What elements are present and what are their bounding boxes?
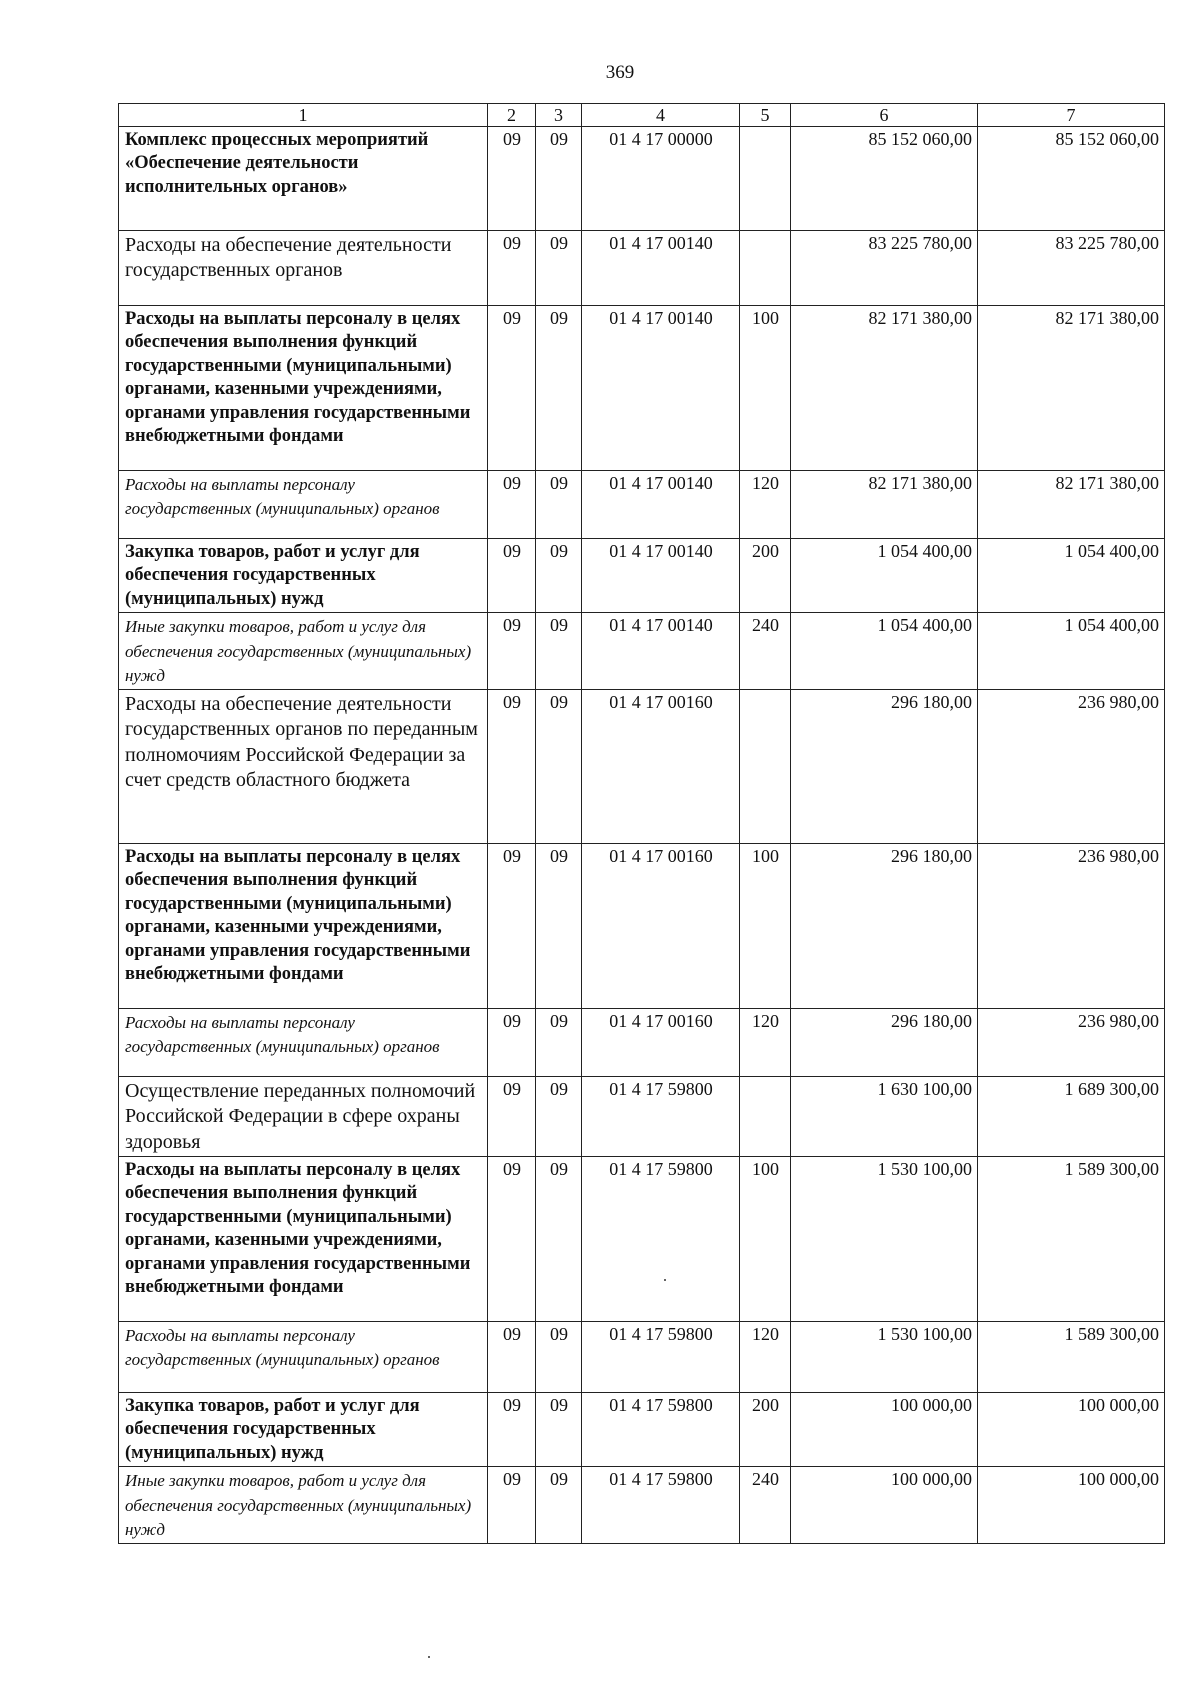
expense-type-cell: 100: [740, 1157, 791, 1322]
subsection-code-cell: 09: [536, 689, 582, 843]
scan-speck: [664, 1279, 666, 1281]
subsection-code-cell: 09: [536, 471, 582, 539]
table-row: [119, 306, 1165, 471]
table-row: [119, 1322, 1165, 1393]
subsection-code-cell: 09: [536, 843, 582, 1008]
section-code-cell: 09: [488, 689, 536, 843]
table-row: [119, 539, 1165, 613]
subsection-code-cell: 09: [536, 127, 582, 231]
subsection-code-cell: 09: [536, 1076, 582, 1156]
subsection-code-cell: 09: [536, 231, 582, 306]
target-article-cell: 01 4 17 00160: [582, 689, 740, 843]
column-header-5: 5: [740, 104, 791, 127]
section-code-cell: 09: [488, 1393, 536, 1467]
amount-year1-cell: 100 000,00: [791, 1467, 978, 1543]
amount-year2-cell: 1 589 300,00: [978, 1322, 1165, 1393]
target-article-cell: 01 4 17 59800: [582, 1393, 740, 1467]
target-article-cell: 01 4 17 59800: [582, 1076, 740, 1156]
table-row: [119, 471, 1165, 539]
row-name-cell: Расходы на обеспечение деятельности государственных органов: [119, 231, 488, 306]
scan-speck: [428, 1656, 430, 1658]
amount-year1-cell: 296 180,00: [791, 843, 978, 1008]
expense-type-cell: 100: [740, 843, 791, 1008]
subsection-code-cell: 09: [536, 1157, 582, 1322]
subsection-code-cell: 09: [536, 539, 582, 613]
column-header-4: 4: [582, 104, 740, 127]
subsection-code-cell: 09: [536, 1393, 582, 1467]
subsection-code-cell: 09: [536, 1322, 582, 1393]
amount-year2-cell: 1 589 300,00: [978, 1157, 1165, 1322]
section-code-cell: 09: [488, 306, 536, 471]
target-article-cell: 01 4 17 00000: [582, 127, 740, 231]
amount-year2-cell: 236 980,00: [978, 843, 1165, 1008]
amount-year1-cell: 82 171 380,00: [791, 306, 978, 471]
amount-year1-cell: 85 152 060,00: [791, 127, 978, 231]
row-name-cell: Закупка товаров, работ и услуг для обеспечения государственных (муниципальных) нужд: [119, 1393, 488, 1467]
amount-year2-cell: 1 054 400,00: [978, 613, 1165, 689]
section-code-cell: 09: [488, 843, 536, 1008]
section-code-cell: 09: [488, 613, 536, 689]
section-code-cell: 09: [488, 231, 536, 306]
target-article-cell: 01 4 17 00140: [582, 306, 740, 471]
expense-type-cell: 120: [740, 471, 791, 539]
amount-year2-cell: 82 171 380,00: [978, 471, 1165, 539]
amount-year2-cell: 82 171 380,00: [978, 306, 1165, 471]
expense-type-cell: 100: [740, 306, 791, 471]
amount-year2-cell: 85 152 060,00: [978, 127, 1165, 231]
expense-type-cell: [740, 1076, 791, 1156]
target-article-cell: 01 4 17 59800: [582, 1467, 740, 1543]
amount-year1-cell: 1 530 100,00: [791, 1157, 978, 1322]
target-article-cell: 01 4 17 00160: [582, 1008, 740, 1076]
column-header-2: 2: [488, 104, 536, 127]
header-row: [119, 104, 1165, 127]
row-name-cell: Осуществление переданных полномочий Российской Федерации в сфере охраны здоровья: [119, 1076, 488, 1156]
row-name-cell: Расходы на выплаты персоналу в целях обеспечения выполнения функций государственными (муниципальными) органами, казенными учреждениями, органами управления государственными внебюджетными фондами: [119, 1157, 488, 1322]
table-row: [119, 1393, 1165, 1467]
row-name-cell: Иные закупки товаров, работ и услуг для обеспечения государственных (муниципальных) нужд: [119, 1467, 488, 1543]
row-name-cell: Расходы на выплаты персоналу государственных (муниципальных) органов: [119, 1322, 488, 1393]
expense-type-cell: 240: [740, 613, 791, 689]
subsection-code-cell: 09: [536, 1008, 582, 1076]
amount-year1-cell: 1 054 400,00: [791, 539, 978, 613]
row-name-cell: Комплекс процессных мероприятий «Обеспечение деятельности исполнительных органов»: [119, 127, 488, 231]
section-code-cell: 09: [488, 1008, 536, 1076]
expense-type-cell: 240: [740, 1467, 791, 1543]
target-article-cell: 01 4 17 00140: [582, 539, 740, 613]
amount-year1-cell: 296 180,00: [791, 1008, 978, 1076]
amount-year2-cell: 236 980,00: [978, 1008, 1165, 1076]
amount-year1-cell: 100 000,00: [791, 1393, 978, 1467]
subsection-code-cell: 09: [536, 1467, 582, 1543]
column-header-7: 7: [978, 104, 1165, 127]
amount-year1-cell: 83 225 780,00: [791, 231, 978, 306]
section-code-cell: 09: [488, 1157, 536, 1322]
row-name-cell: Расходы на обеспечение деятельности государственных органов по переданным полномочиям Российской Федерации за счет средств областного бюджета: [119, 689, 488, 843]
budget-table: [118, 103, 1165, 1544]
target-article-cell: 01 4 17 00140: [582, 231, 740, 306]
amount-year1-cell: 296 180,00: [791, 689, 978, 843]
amount-year2-cell: 100 000,00: [978, 1467, 1165, 1543]
amount-year2-cell: 100 000,00: [978, 1393, 1165, 1467]
row-name-cell: Закупка товаров, работ и услуг для обеспечения государственных (муниципальных) нужд: [119, 539, 488, 613]
column-header-6: 6: [791, 104, 978, 127]
row-name-cell: Расходы на выплаты персоналу государственных (муниципальных) органов: [119, 1008, 488, 1076]
row-name-cell: Расходы на выплаты персоналу в целях обеспечения выполнения функций государственными (муниципальными) органами, казенными учреждениями, органами управления государственными внебюджетными фондами: [119, 843, 488, 1008]
column-header-1: 1: [119, 104, 488, 127]
row-name-cell: Расходы на выплаты персоналу государственных (муниципальных) органов: [119, 471, 488, 539]
amount-year1-cell: 1 630 100,00: [791, 1076, 978, 1156]
amount-year1-cell: 1 530 100,00: [791, 1322, 978, 1393]
amount-year2-cell: 1 689 300,00: [978, 1076, 1165, 1156]
target-article-cell: 01 4 17 00140: [582, 613, 740, 689]
amount-year2-cell: 236 980,00: [978, 689, 1165, 843]
table-row: [119, 1157, 1165, 1322]
expense-type-cell: 200: [740, 1393, 791, 1467]
target-article-cell: 01 4 17 59800: [582, 1322, 740, 1393]
expense-type-cell: 120: [740, 1008, 791, 1076]
amount-year1-cell: 1 054 400,00: [791, 613, 978, 689]
section-code-cell: 09: [488, 539, 536, 613]
section-code-cell: 09: [488, 1467, 536, 1543]
page-number: 369: [605, 62, 635, 83]
section-code-cell: 09: [488, 127, 536, 231]
expense-type-cell: [740, 689, 791, 843]
column-header-3: 3: [536, 104, 582, 127]
section-code-cell: 09: [488, 471, 536, 539]
target-article-cell: 01 4 17 00160: [582, 843, 740, 1008]
amount-year2-cell: 83 225 780,00: [978, 231, 1165, 306]
expense-type-cell: 120: [740, 1322, 791, 1393]
subsection-code-cell: 09: [536, 613, 582, 689]
table-row: [119, 613, 1165, 689]
target-article-cell: 01 4 17 00140: [582, 471, 740, 539]
expense-type-cell: [740, 231, 791, 306]
row-name-cell: Иные закупки товаров, работ и услуг для обеспечения государственных (муниципальных) нужд: [119, 613, 488, 689]
table-row: [119, 1076, 1165, 1156]
target-article-cell: 01 4 17 59800: [582, 1157, 740, 1322]
amount-year1-cell: 82 171 380,00: [791, 471, 978, 539]
table-row: [119, 1467, 1165, 1543]
table-row: [119, 689, 1165, 843]
section-code-cell: 09: [488, 1322, 536, 1393]
subsection-code-cell: 09: [536, 306, 582, 471]
expense-type-cell: 200: [740, 539, 791, 613]
row-name-cell: Расходы на выплаты персоналу в целях обеспечения выполнения функций государственными (муниципальными) органами, казенными учреждениями, органами управления государственными внебюджетными фондами: [119, 306, 488, 471]
table-row: [119, 127, 1165, 231]
amount-year2-cell: 1 054 400,00: [978, 539, 1165, 613]
section-code-cell: 09: [488, 1076, 536, 1156]
expense-type-cell: [740, 127, 791, 231]
table-row: [119, 843, 1165, 1008]
table-row: [119, 1008, 1165, 1076]
table-row: [119, 231, 1165, 306]
